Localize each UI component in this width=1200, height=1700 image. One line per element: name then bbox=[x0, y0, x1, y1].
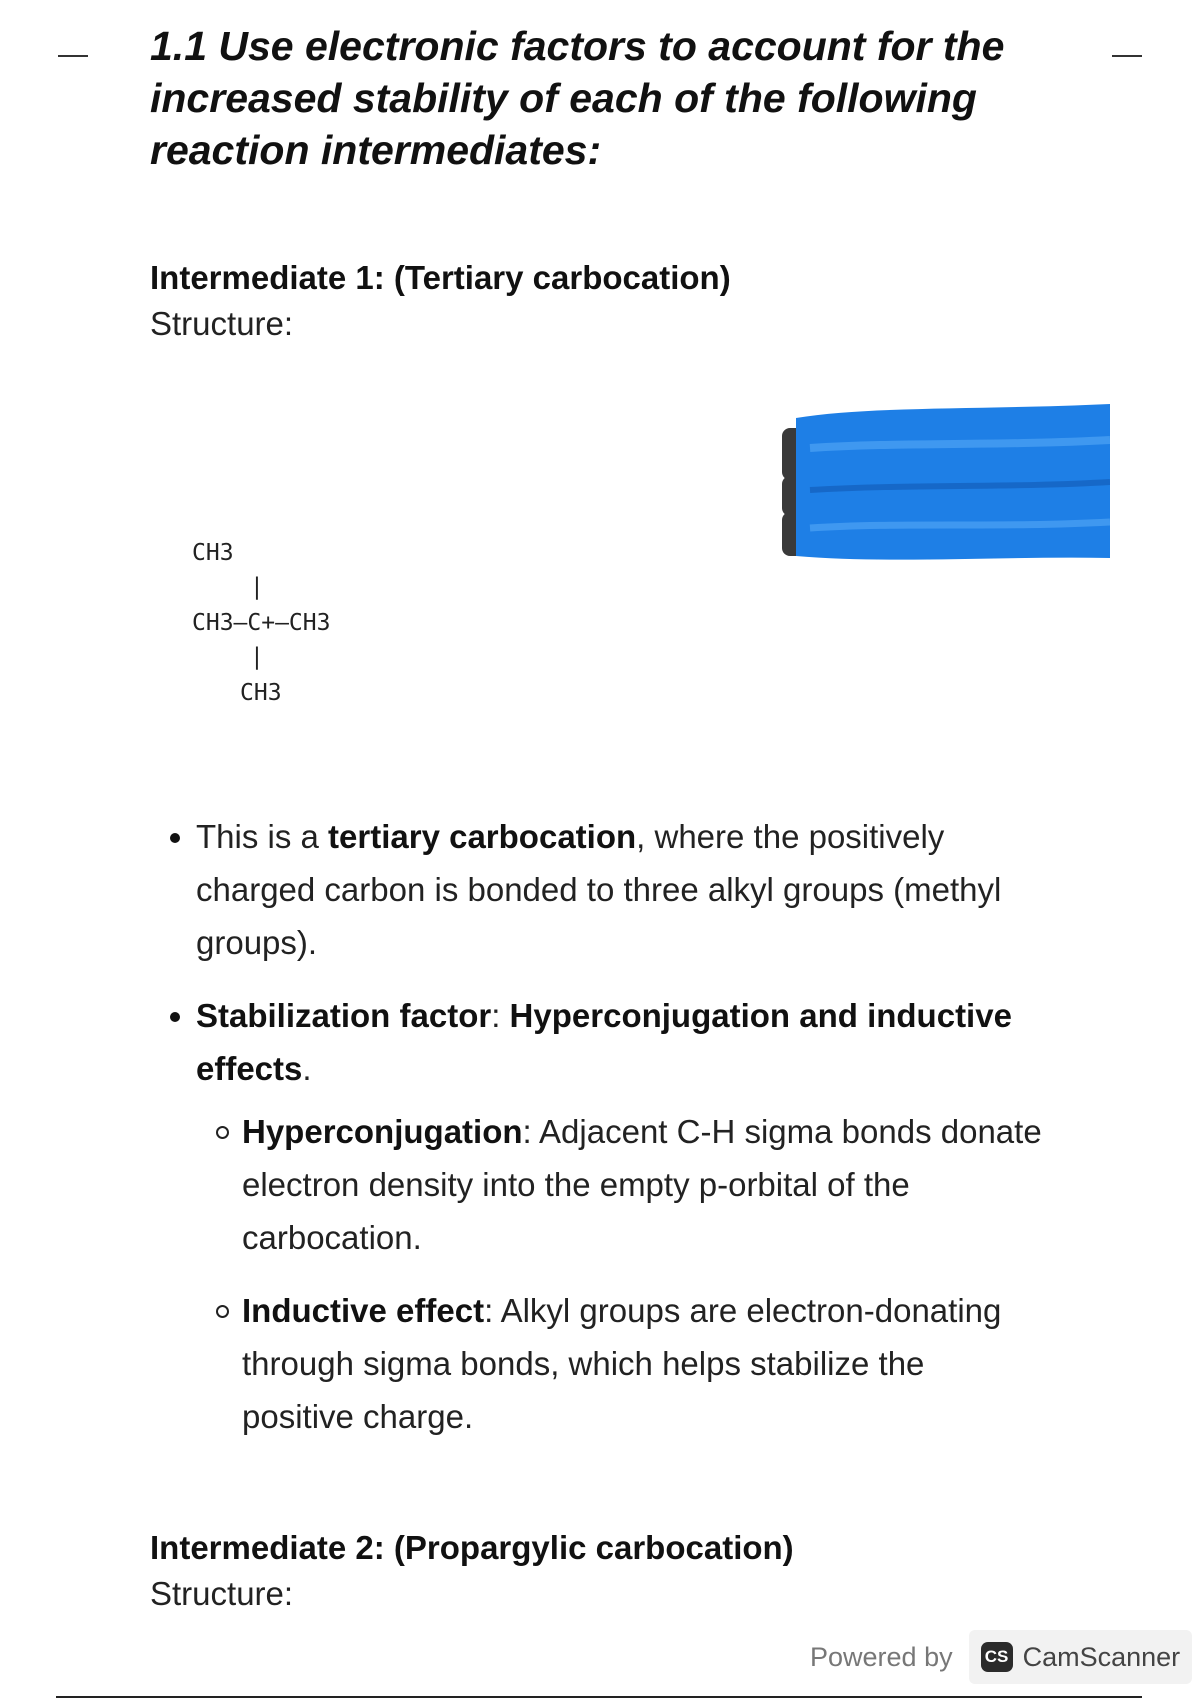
bullet-text: , where the positively charged carbon is bonded to three alkyl groups (methyl groups). bbox=[196, 818, 1002, 961]
sub-list-item bbox=[242, 1105, 1042, 1264]
bullet-text: This is a bbox=[196, 818, 329, 855]
document-body bbox=[150, 20, 1110, 1612]
intermediate-1-heading: Intermediate 1: (Tertiary carbocation) bbox=[150, 259, 731, 296]
formula-line-middle: CH3—C+—CH3 bbox=[192, 610, 331, 636]
intermediate-2-structure-label: Structure: bbox=[150, 1575, 294, 1612]
bullet-bold-text: Hyperconjugation and inductive effects bbox=[196, 997, 1012, 1087]
sub-bullet-text: : Adjacent C-H sigma bonds donate electron density into the empty p-orbital of the carbocation. bbox=[242, 1113, 1042, 1256]
intermediate-2-heading: Intermediate 2: (Propargylic carbocation) bbox=[150, 1529, 794, 1566]
formula-bond-top: | bbox=[250, 574, 264, 600]
sub-bullet-text: : Alkyl groups are electron-donating through sigma bonds, which helps stabilize the positive charge. bbox=[242, 1292, 1002, 1435]
bullet-bold-text: Stabilization factor bbox=[196, 997, 492, 1034]
blue-marker-redaction bbox=[780, 388, 1110, 564]
camscanner-brand-name: CamScanner bbox=[1022, 1641, 1181, 1672]
formula-bond-bottom: | bbox=[250, 644, 264, 670]
right-edge-mark bbox=[1112, 55, 1142, 57]
sub-bullet-bold-text: Inductive effect bbox=[242, 1292, 485, 1329]
intermediate-1-section bbox=[150, 255, 731, 347]
list-item bbox=[196, 989, 1066, 1443]
formula-line-bottom: CH3 bbox=[240, 680, 282, 706]
list-item bbox=[196, 810, 1066, 969]
bullet-text: . bbox=[302, 1050, 312, 1087]
camscanner-logo-icon: CS bbox=[981, 1642, 1013, 1672]
question-title: 1.1 Use electronic factors to account for the increased stability of each of the following reaction intermediates: bbox=[150, 23, 1005, 173]
intermediate-2-section bbox=[150, 1525, 794, 1617]
stabilization-sublist bbox=[196, 1105, 1102, 1443]
formula-line-top: CH3 bbox=[192, 540, 234, 566]
bottom-divider bbox=[56, 1696, 1142, 1698]
bullet-text: : bbox=[491, 997, 510, 1034]
sub-bullet-bold-text: Hyperconjugation bbox=[242, 1113, 523, 1150]
stability-explanation-list bbox=[150, 810, 1096, 1463]
left-edge-mark bbox=[58, 55, 88, 57]
camscanner-badge bbox=[969, 1630, 1193, 1684]
sub-list-item bbox=[242, 1284, 1042, 1443]
powered-by-label: Powered by bbox=[810, 1641, 953, 1672]
camscanner-watermark bbox=[810, 1630, 1192, 1684]
intermediate-1-structure-label: Structure: bbox=[150, 305, 294, 342]
bullet-bold-text: tertiary carbocation bbox=[328, 818, 637, 855]
